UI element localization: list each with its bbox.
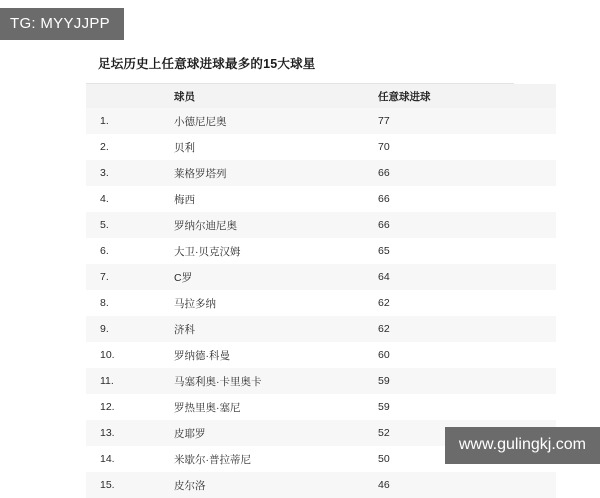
table-row	[86, 212, 556, 238]
table-header	[86, 84, 556, 108]
cell-rank: 12.	[86, 394, 160, 420]
cell-player: C罗	[160, 264, 364, 290]
cell-rank: 14.	[86, 446, 160, 472]
cell-rank: 11.	[86, 368, 160, 394]
cell-player: 罗热里奥·塞尼	[160, 394, 364, 420]
cell-rank: 5.	[86, 212, 160, 238]
table-row	[86, 394, 556, 420]
cell-player: 梅西	[160, 186, 364, 212]
table-row	[86, 264, 556, 290]
cell-player: 罗纳尔迪尼奥	[160, 212, 364, 238]
cell-rank: 7.	[86, 264, 160, 290]
cell-goals: 62	[364, 316, 556, 342]
cell-goals: 70	[364, 134, 556, 160]
cell-player: 米歇尔·普拉蒂尼	[160, 446, 364, 472]
cell-player: 皮尔洛	[160, 472, 364, 498]
cell-goals: 66	[364, 212, 556, 238]
table-row	[86, 316, 556, 342]
cell-player: 马塞利奥·卡里奥卡	[160, 368, 364, 394]
telegram-watermark: TG: MYYJJPP	[0, 8, 124, 40]
cell-rank: 13.	[86, 420, 160, 446]
cell-rank: 8.	[86, 290, 160, 316]
cell-rank: 1.	[86, 108, 160, 134]
cell-player: 罗纳德·科曼	[160, 342, 364, 368]
cell-goals: 62	[364, 290, 556, 316]
cell-rank: 3.	[86, 160, 160, 186]
table-row	[86, 238, 556, 264]
table-header-row	[86, 84, 556, 108]
cell-player: 皮耶罗	[160, 420, 364, 446]
table-row	[86, 160, 556, 186]
table-row	[86, 342, 556, 368]
cell-goals: 66	[364, 186, 556, 212]
cell-goals: 52	[364, 420, 556, 446]
cell-rank: 4.	[86, 186, 160, 212]
cell-goals: 50	[364, 446, 556, 472]
column-header-rank	[86, 84, 160, 108]
table-row	[86, 290, 556, 316]
cell-rank: 6.	[86, 238, 160, 264]
cell-goals: 46	[364, 472, 556, 498]
cell-goals: 77	[364, 108, 556, 134]
table-row	[86, 134, 556, 160]
cell-player: 济科	[160, 316, 364, 342]
cell-player: 小德尼尼奥	[160, 108, 364, 134]
table-row	[86, 186, 556, 212]
cell-goals: 64	[364, 264, 556, 290]
site-url-watermark: www.gulingkj.com	[445, 427, 600, 464]
cell-player: 大卫·贝克汉姆	[160, 238, 364, 264]
table-row	[86, 108, 556, 134]
column-header-goals: 任意球进球	[364, 84, 556, 108]
cell-player: 莱格罗塔列	[160, 160, 364, 186]
table-row	[86, 368, 556, 394]
cell-goals: 59	[364, 394, 556, 420]
table-row	[86, 472, 556, 498]
cell-rank: 10.	[86, 342, 160, 368]
cell-goals: 65	[364, 238, 556, 264]
cell-goals: 60	[364, 342, 556, 368]
cell-goals: 66	[364, 160, 556, 186]
page-title: 足坛历史上任意球进球最多的15大球星	[86, 44, 514, 84]
column-header-player: 球员	[160, 84, 364, 108]
cell-player: 贝利	[160, 134, 364, 160]
cell-goals: 59	[364, 368, 556, 394]
cell-player: 马拉多纳	[160, 290, 364, 316]
cell-rank: 15.	[86, 472, 160, 498]
cell-rank: 9.	[86, 316, 160, 342]
cell-rank: 2.	[86, 134, 160, 160]
